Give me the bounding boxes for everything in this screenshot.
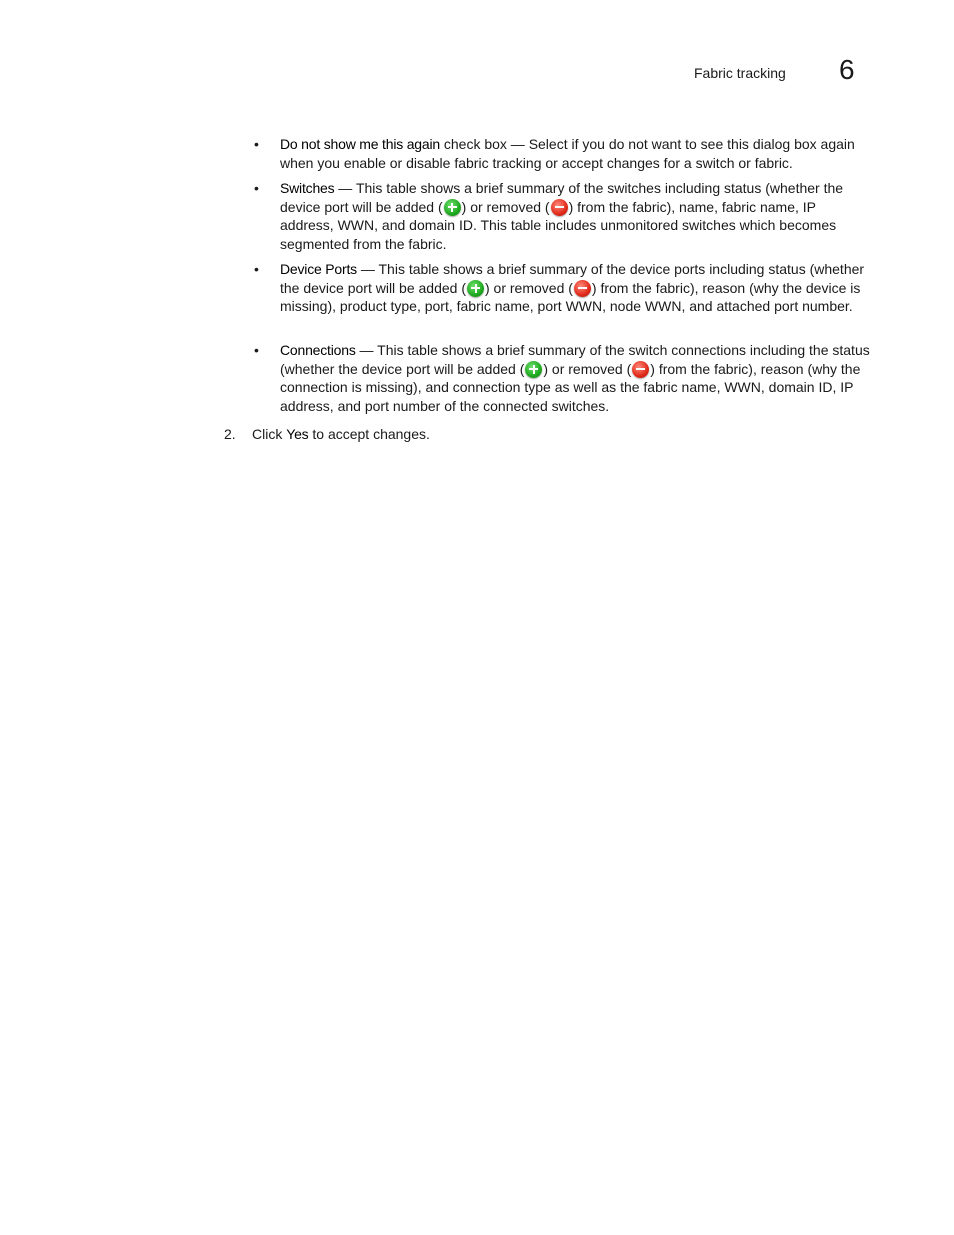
minus-icon xyxy=(574,280,591,297)
bullet-dot: • xyxy=(254,261,259,277)
bullet-text: ) from the fabric), reason (why the connection is missing), and connection type as well as the fabric name, WWN, domain ID, IP address, and port number of the connected switches. xyxy=(280,360,861,414)
bullet-text: — This table shows a brief summary of the device ports including status (whether the device port will be added ( xyxy=(280,261,865,296)
bullet-device-ports xyxy=(254,260,872,316)
section-title: Fabric tracking xyxy=(694,65,786,81)
term-connections: Connections xyxy=(280,342,356,358)
bullet-dot: • xyxy=(254,136,259,152)
term-device-ports: Device Ports xyxy=(280,261,357,277)
bullet-switches xyxy=(254,179,872,253)
plus-icon xyxy=(444,199,461,216)
bullet-text: ) or removed ( xyxy=(543,360,632,377)
minus-icon xyxy=(632,361,649,378)
step-number: 2. xyxy=(224,426,236,442)
bullet-text: ) from the fabric), name, fabric name, IP address, WWN, and domain ID. This table includes unmonitored switches which becomes segmented from the fabric. xyxy=(280,198,837,252)
bullet-text: — This table shows a brief summary of the switches including status (whether the device port will be added ( xyxy=(280,180,844,215)
bullet-connections xyxy=(254,341,872,415)
bullet-text: ) or removed ( xyxy=(461,198,550,215)
minus-icon xyxy=(551,199,568,216)
bullet-do-not-show xyxy=(254,135,872,172)
plus-icon xyxy=(467,280,484,297)
bullet-dot: • xyxy=(254,180,259,196)
step-text: Click xyxy=(252,426,287,442)
bullet-dot: • xyxy=(254,342,259,358)
bullet-text: — This table shows a brief summary of the switch connections including the status (whether the device port will be added ( xyxy=(280,342,870,377)
bullet-text: ) or removed ( xyxy=(485,279,573,296)
plus-icon xyxy=(525,361,542,378)
bullet-text: check box — Select if you do not want to see this dialog box again when you enable or disable fabric tracking or accept changes for a switch or fabric. xyxy=(280,136,855,171)
step-2 xyxy=(224,425,430,444)
step-text: to accept changes. xyxy=(308,426,430,442)
term-yes: Yes xyxy=(286,426,309,442)
term-do-not-show: Do not show me this again xyxy=(280,136,440,152)
chapter-number: 6 xyxy=(839,54,855,85)
bullet-text: ) from the fabric), reason (why the device is missing), product type, port, fabric name, port WWN, node WWN, and attached port number. xyxy=(280,279,861,315)
term-switches: Switches xyxy=(280,180,335,196)
